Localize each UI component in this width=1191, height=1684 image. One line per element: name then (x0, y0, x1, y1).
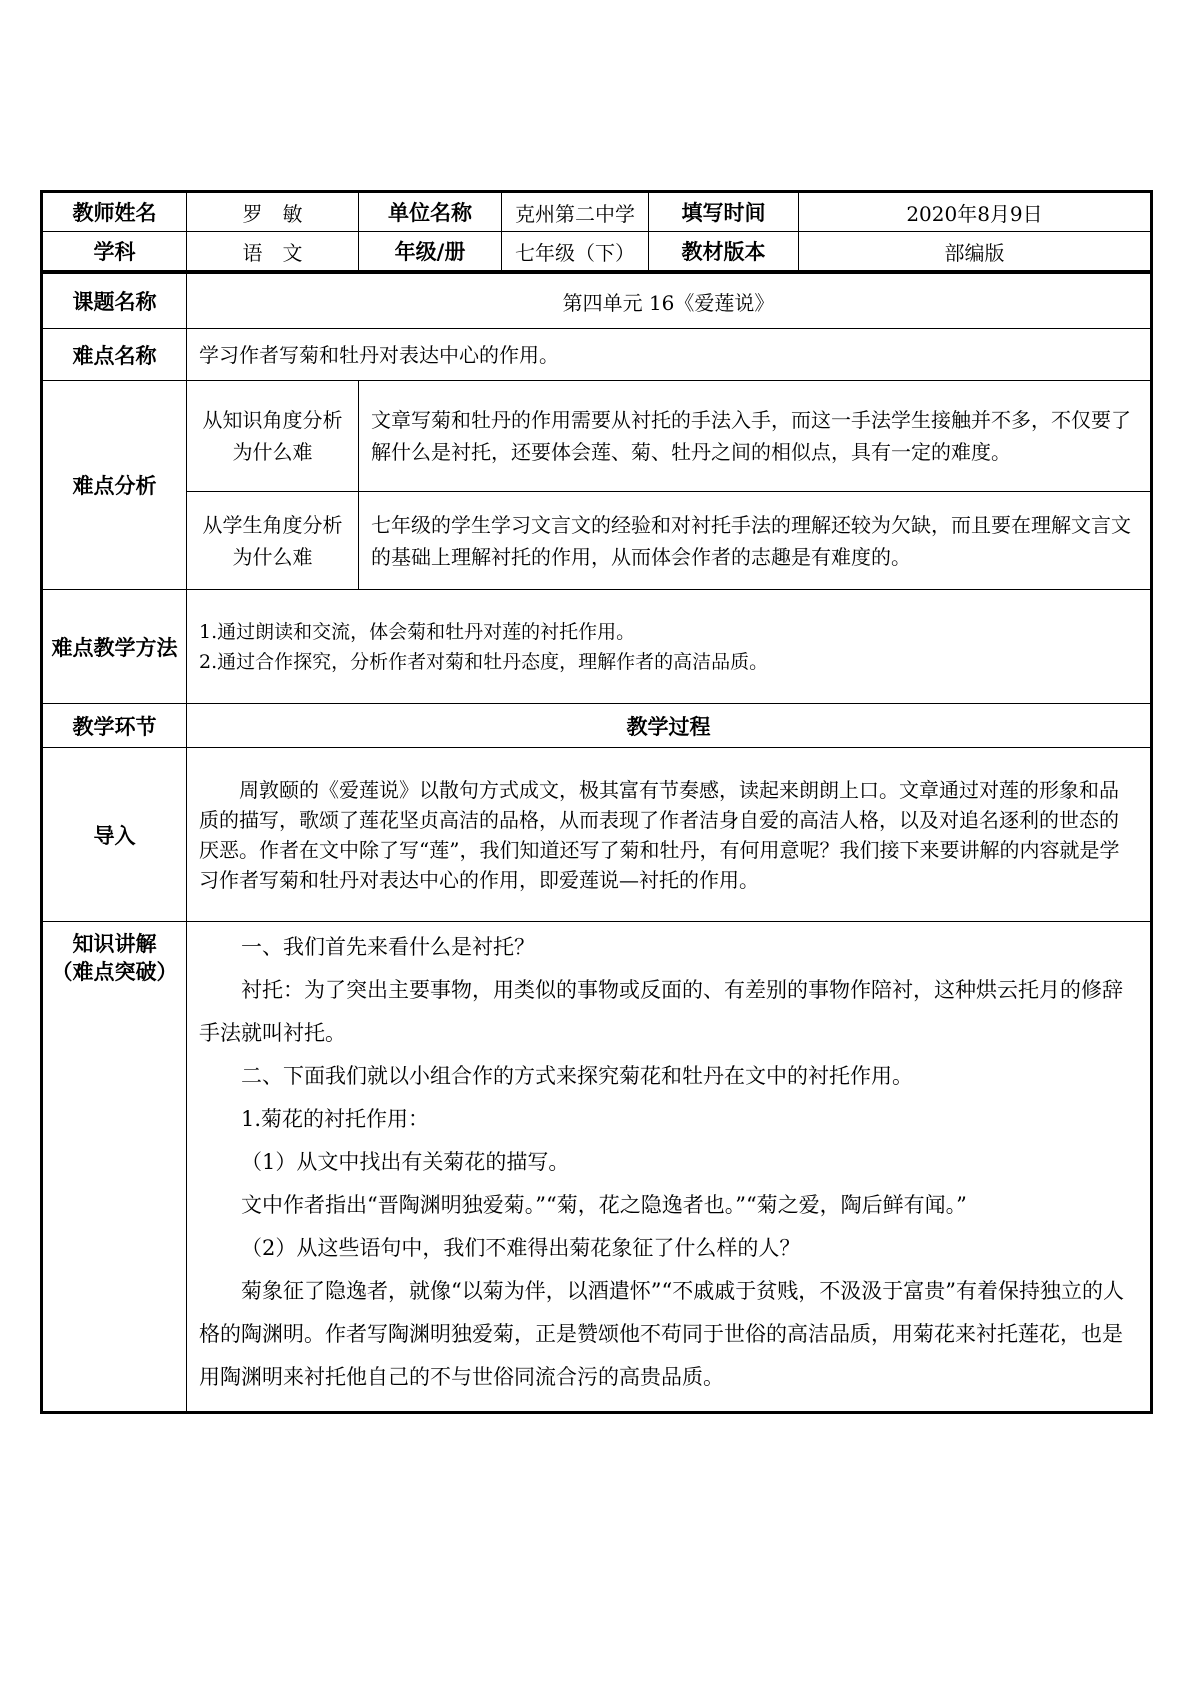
intro-label: 导入 (42, 748, 187, 922)
method-text (187, 590, 1152, 704)
topic-value: 第四单元 16《爱莲说》 (187, 274, 1152, 329)
method-label: 难点教学方法 (42, 590, 187, 704)
method-line-2: 2.通过合作探究，分析作者对菊和牡丹态度，理解作者的高洁品质。 (199, 650, 769, 673)
analysis-label: 难点分析 (42, 381, 187, 590)
knowledge-para-2: 衬托：为了突出主要事物，用类似的事物或反面的、有差别的事物作陪衬，这种烘云托月的修辞手法就叫衬托。 (199, 978, 1123, 1045)
knowledge-angle-label: 从知识角度分析为什么难 (187, 381, 359, 492)
knowledge-para-1: 一、我们首先来看什么是衬托？ (241, 935, 535, 959)
main-table (40, 273, 1153, 1414)
teacher-value: 罗 敏 (187, 192, 359, 232)
knowledge-para-3: 二、下面我们就以小组合作的方式来探究菊花和牡丹在文中的衬托作用。 (241, 1064, 913, 1088)
knowledge-angle-text: 文章写菊和牡丹的作用需要从衬托的手法入手，而这一手法学生接触并不多，不仅要了解什么是衬托，还要体会莲、菊、牡丹之间的相似点，具有一定的难度。 (359, 381, 1152, 492)
date-value: 2020年8月9日 (799, 192, 1152, 232)
unit-label: 单位名称 (359, 192, 502, 232)
intro-row (42, 748, 1152, 922)
unit-value: 克州第二中学 (502, 192, 649, 232)
grade-value: 七年级（下） (502, 232, 649, 272)
lesson-plan-sheet (40, 190, 1150, 1414)
header-table (40, 190, 1153, 273)
header-row-2 (42, 232, 1152, 272)
method-row (42, 590, 1152, 704)
edition-value: 部编版 (799, 232, 1152, 272)
knowledge-para-8: 菊象征了隐逸者，就像“以菊为伴，以酒遣怀”“不戚戚于贫贱，不汲汲于富贵”有着保持独立的人格的陶渊明。作者写陶渊明独爱菊，正是赞颂他不苟同于世俗的高洁品质，用菊花来衬托莲花，也是用陶渊明来衬托他自己的不与世俗同流合污的高贵品质。 (199, 1279, 1124, 1389)
student-angle-label: 从学生角度分析为什么难 (187, 492, 359, 590)
grade-label: 年级/册 (359, 232, 502, 272)
subject-label: 学科 (42, 232, 187, 272)
date-label: 填写时间 (649, 192, 799, 232)
knowledge-para-6: 文中作者指出“晋陶渊明独爱菊。”“菊，花之隐逸者也。”“菊之爱，陶后鲜有闻。” (241, 1193, 967, 1217)
knowledge-label-line-1: 知识讲解 (72, 932, 157, 956)
process-header: 教学过程 (187, 704, 1152, 748)
student-angle-text: 七年级的学生学习文言文的经验和对衬托手法的理解还较为欠缺，而且要在理解文言文的基础上理解衬托的作用，从而体会作者的志趣是有难度的。 (359, 492, 1152, 590)
teacher-label: 教师姓名 (42, 192, 187, 232)
header-row-1 (42, 192, 1152, 232)
subject-value: 语 文 (187, 232, 359, 272)
difficulty-value: 学习作者写菊和牡丹对表达中心的作用。 (187, 329, 1152, 381)
intro-text: 周敦颐的《爱莲说》以散句方式成文，极其富有节奏感，读起来朗朗上口。文章通过对莲的形象和品质的描写，歌颂了莲花坚贞高洁的品格，从而表现了作者洁身自爱的高洁人格，以及对追名逐利的世态的厌恶。作者在文中除了写“莲”，我们知道还写了菊和牡丹，有何用意呢？我们接下来要讲解的内容就是学习作者写菊和牡丹对表达中心的作用，即爱莲说—衬托的作用。 (187, 748, 1152, 922)
knowledge-para-5: （1）从文中找出有关菊花的描写。 (241, 1150, 570, 1174)
process-header-row (42, 704, 1152, 748)
knowledge-label-line-2: （难点突破） (51, 960, 178, 984)
edition-label: 教材版本 (649, 232, 799, 272)
topic-row (42, 274, 1152, 329)
knowledge-row (42, 922, 1152, 1413)
knowledge-para-7: （2）从这些语句中，我们不难得出菊花象征了什么样的人？ (241, 1236, 801, 1260)
knowledge-para-4: 1.菊花的衬托作用： (241, 1107, 430, 1131)
knowledge-body (187, 922, 1152, 1413)
analysis-row-student (42, 492, 1152, 590)
difficulty-label: 难点名称 (42, 329, 187, 381)
topic-label: 课题名称 (42, 274, 187, 329)
difficulty-row (42, 329, 1152, 381)
knowledge-label (42, 922, 187, 1413)
stage-header: 教学环节 (42, 704, 187, 748)
analysis-row-knowledge (42, 381, 1152, 492)
method-line-1: 1.通过朗读和交流，体会菊和牡丹对莲的衬托作用。 (199, 620, 636, 643)
